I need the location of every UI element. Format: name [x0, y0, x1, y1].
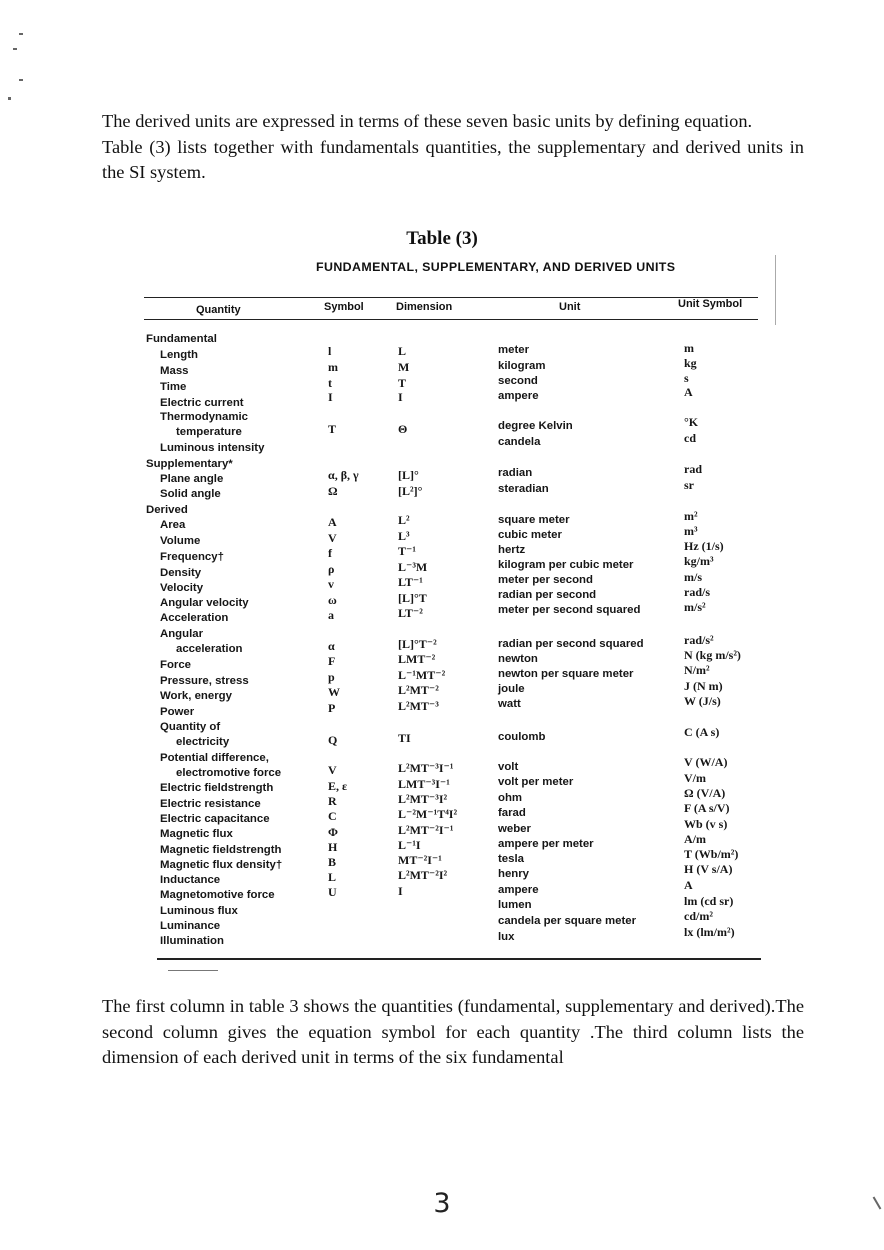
dimension-cell: [L]°T⁻²	[398, 637, 437, 651]
quantity-cell: Magnetomotive force	[160, 889, 275, 901]
unit-cell: second	[498, 375, 538, 387]
scan-mark	[13, 48, 17, 50]
unit-cell: henry	[498, 868, 530, 880]
dimension-cell: [L²]°	[398, 484, 423, 498]
unit-symbol-cell: N (kg m/s²)	[684, 648, 741, 662]
unit-cell: meter per second	[498, 574, 593, 586]
quantity-cell: Luminous flux	[160, 905, 238, 917]
intro-paragraph-2: Table (3) lists together with fundamentals quantities, the supplementary and derived units in the SI system.	[102, 136, 804, 182]
unit-symbol-cell: V (W/A)	[684, 755, 728, 769]
unit-symbol-cell: J (N m)	[684, 679, 723, 693]
quantity-cell: Area	[160, 519, 186, 531]
unit-cell: candela	[498, 436, 541, 448]
unit-symbol-cell: m	[684, 341, 694, 355]
unit-cell: ohm	[498, 792, 523, 804]
quantity-cell: Plane angle	[160, 473, 224, 485]
quantity-cell: Fundamental	[146, 333, 217, 345]
page-number: 3	[433, 1188, 451, 1219]
symbol-cell: ρ	[328, 562, 335, 576]
dimension-cell: L⁻¹I	[398, 838, 421, 852]
unit-symbol-cell: rad/s²	[684, 633, 714, 647]
symbol-cell: v	[328, 577, 334, 591]
quantity-cell: Angular velocity	[160, 597, 249, 609]
dimension-cell: L²MT⁻³I²	[398, 792, 448, 806]
quantity-cell: Volume	[160, 535, 201, 547]
unit-symbol-cell: H (V s/A)	[684, 862, 733, 876]
dimension-cell: LT⁻¹	[398, 575, 423, 589]
dimension-cell: L²MT⁻²	[398, 683, 439, 697]
symbol-cell: p	[328, 670, 335, 684]
dimension-cell: [L]°	[398, 468, 419, 482]
unit-symbol-cell: s	[684, 371, 689, 385]
unit-symbol-cell: W (J/s)	[684, 694, 721, 708]
dimension-cell: I	[398, 390, 403, 404]
quantity-cell: Density	[160, 567, 202, 579]
quantity-cell: Electric resistance	[160, 798, 261, 810]
quantity-cell: Power	[160, 706, 195, 718]
symbol-cell: C	[328, 809, 337, 823]
symbol-cell: V	[328, 531, 337, 545]
unit-cell: radian	[498, 467, 533, 479]
dimension-cell: TI	[398, 731, 411, 745]
quantity-cell: Electric fieldstrength	[160, 782, 274, 794]
unit-symbol-cell: rad	[684, 462, 702, 476]
symbol-cell: A	[328, 515, 337, 529]
quantity-cell: Supplementary*	[146, 458, 233, 470]
dimension-cell: LMT⁻³I⁻¹	[398, 777, 450, 791]
table-top-rule	[144, 297, 758, 298]
symbol-cell: Ω	[328, 484, 338, 498]
quantity-cell: Angular	[160, 628, 204, 640]
table-caption: Table (3)	[406, 228, 478, 249]
unit-cell: coulomb	[498, 731, 546, 743]
unit-cell: degree Kelvin	[498, 420, 573, 432]
symbol-cell: W	[328, 685, 340, 699]
quantity-cell: Length	[160, 349, 198, 361]
quantity-cell: Quantity of	[160, 721, 221, 733]
quantity-cell: Luminous intensity	[160, 442, 265, 454]
quantity-cell: Time	[160, 381, 187, 393]
unit-symbol-cell: °K	[684, 415, 699, 429]
unit-cell: joule	[498, 683, 525, 695]
dimension-cell: L⁻¹MT⁻²	[398, 668, 446, 682]
unit-cell: ampere per meter	[498, 838, 594, 850]
intro-text	[102, 109, 804, 186]
symbol-cell: R	[328, 794, 337, 808]
unit-symbol-cell: Ω (V/A)	[684, 786, 726, 800]
quantity-cell: acceleration	[176, 643, 243, 655]
intro-paragraph-1: The derived units are expressed in terms of these seven basic units by defining equation.	[102, 111, 753, 131]
quantity-cell: electricity	[176, 736, 230, 748]
quantity-cell: Inductance	[160, 874, 221, 886]
unit-symbol-cell: Wb (v s)	[684, 817, 728, 831]
unit-cell: weber	[498, 823, 531, 835]
unit-symbol-cell: A	[684, 878, 693, 892]
header-unit-symbol: Unit Symbol	[678, 298, 743, 310]
unit-cell: volt per meter	[498, 776, 574, 788]
unit-cell: hertz	[498, 544, 526, 556]
unit-symbol-cell: lx (lm/m²)	[684, 925, 735, 939]
dimension-cell: LMT⁻²	[398, 652, 436, 666]
unit-symbol-cell: sr	[684, 478, 694, 492]
dimension-cell: Θ	[398, 422, 408, 436]
symbol-cell: I	[328, 390, 333, 404]
symbol-cell: Q	[328, 733, 338, 747]
quantity-cell: Frequency†	[160, 551, 224, 563]
symbol-cell: a	[328, 608, 334, 622]
unit-cell: radian per second	[498, 589, 597, 601]
dimension-cell: L³	[398, 529, 410, 543]
symbol-cell: T	[328, 422, 337, 436]
quantity-cell: Solid angle	[160, 488, 221, 500]
unit-cell: lumen	[498, 899, 532, 911]
quantity-cell: Velocity	[160, 582, 204, 594]
dimension-cell: L⁻³M	[398, 560, 428, 574]
quantity-cell: Acceleration	[160, 612, 229, 624]
unit-cell: lux	[498, 931, 515, 943]
unit-symbol-cell: T (Wb/m²)	[684, 847, 739, 861]
symbol-cell: E, ε	[328, 779, 348, 793]
unit-cell: square meter	[498, 514, 570, 526]
unit-symbol-cell: kg/m³	[684, 554, 714, 568]
dimension-cell: MT⁻²I⁻¹	[398, 853, 442, 867]
symbol-cell: Φ	[328, 825, 338, 839]
quantity-cell: Electric capacitance	[160, 813, 270, 825]
symbol-cell: L	[328, 870, 337, 884]
dimension-cell: T	[398, 376, 407, 390]
unit-symbol-cell: C (A s)	[684, 725, 720, 739]
symbol-cell: U	[328, 885, 337, 899]
symbol-cell: α	[328, 639, 335, 653]
dimension-cell: LT⁻²	[398, 606, 423, 620]
symbol-cell: t	[328, 376, 332, 390]
table-header-rule	[144, 319, 758, 320]
unit-cell: radian per second squared	[498, 638, 644, 650]
unit-symbol-cell: V/m	[684, 771, 706, 785]
symbol-cell: f	[328, 546, 332, 560]
quantity-cell: Pressure, stress	[160, 675, 249, 687]
outro-paragraph-1: The first column in table 3 shows the quantities (fundamental, supplementary and derived).The second column gives the equation symbol for each quantity .The third column lists the dimension of each derived unit in terms of the six fundamental	[102, 996, 804, 1067]
symbol-cell: B	[328, 855, 337, 869]
dimension-cell: [L]°T	[398, 591, 427, 605]
dimension-cell: L	[398, 344, 407, 358]
unit-symbol-cell: N/m²	[684, 663, 710, 677]
unit-cell: farad	[498, 807, 526, 819]
quantity-cell: Magnetic flux density†	[160, 859, 283, 871]
quantity-cell: Magnetic flux	[160, 828, 233, 840]
dimension-cell: I	[398, 884, 403, 898]
unit-cell: meter	[498, 344, 530, 356]
unit-cell: watt	[498, 698, 521, 710]
unit-cell: volt	[498, 761, 519, 773]
scan-mark	[19, 33, 23, 35]
symbol-cell: F	[328, 654, 336, 668]
dimension-cell: L²MT⁻³	[398, 699, 439, 713]
dimension-cell: M	[398, 360, 410, 374]
quantity-cell: Illumination	[160, 935, 224, 947]
outro-text	[102, 994, 804, 1071]
quantity-cell: Thermodynamic	[160, 411, 248, 423]
scan-mark	[19, 79, 23, 81]
unit-symbol-cell: kg	[684, 356, 697, 370]
symbol-cell: ω	[328, 593, 337, 607]
unit-cell: ampere	[498, 884, 539, 896]
dimension-cell: L²	[398, 513, 410, 527]
unit-cell: ampere	[498, 390, 539, 402]
unit-cell: newton	[498, 653, 538, 665]
quantity-cell: Magnetic fieldstrength	[160, 844, 282, 856]
quantity-cell: Potential difference,	[160, 752, 269, 764]
unit-cell: steradian	[498, 483, 549, 495]
symbol-cell: m	[328, 360, 338, 374]
unit-cell: kilogram per cubic meter	[498, 559, 634, 571]
unit-symbol-cell: cd/m²	[684, 909, 713, 923]
quantity-cell: electromotive force	[176, 767, 282, 779]
unit-cell: newton per square meter	[498, 668, 634, 680]
unit-symbol-cell: m³	[684, 524, 698, 538]
symbol-cell: α, β, γ	[328, 468, 359, 482]
footnote-rule	[168, 970, 218, 971]
quantity-cell: Electric current	[160, 397, 244, 409]
unit-cell: tesla	[498, 853, 524, 865]
symbol-cell: l	[328, 344, 332, 358]
dimension-cell: L²MT⁻³I⁻¹	[398, 761, 454, 775]
unit-symbol-cell: A	[684, 385, 693, 399]
symbol-cell: P	[328, 701, 336, 715]
unit-symbol-cell: lm (cd sr)	[684, 894, 734, 908]
dimension-cell: L⁻²M⁻¹T⁴I²	[398, 807, 458, 821]
unit-cell: candela per square meter	[498, 915, 637, 927]
header-dimension: Dimension	[396, 301, 453, 313]
header-symbol: Symbol	[324, 301, 364, 313]
header-quantity: Quantity	[196, 304, 241, 316]
unit-symbol-cell: Hz (1/s)	[684, 539, 724, 553]
dimension-cell: L²MT⁻²I²	[398, 868, 448, 882]
dimension-cell: L²MT⁻²I⁻¹	[398, 823, 454, 837]
unit-cell: cubic meter	[498, 529, 562, 541]
quantity-cell: Force	[160, 659, 192, 671]
unit-cell: meter per second squared	[498, 604, 641, 616]
quantity-cell: temperature	[176, 426, 242, 438]
quantity-cell: Derived	[146, 504, 188, 516]
unit-symbol-cell: m/s	[684, 570, 702, 584]
unit-symbol-cell: rad/s	[684, 585, 711, 599]
unit-symbol-cell: A/m	[684, 832, 706, 846]
quantity-cell: Work, energy	[160, 690, 232, 702]
symbol-cell: H	[328, 840, 338, 854]
unit-symbol-cell: m/s²	[684, 600, 706, 614]
table-bottom-rule	[157, 958, 761, 960]
symbol-cell: V	[328, 763, 337, 777]
header-unit: Unit	[559, 301, 581, 313]
scan-mark	[8, 97, 11, 100]
quantity-cell: Luminance	[160, 920, 221, 932]
quantity-cell: Mass	[160, 365, 189, 377]
unit-symbol-cell: F (A s/V)	[684, 801, 730, 815]
scan-mark	[775, 255, 776, 325]
unit-symbol-cell: cd	[684, 431, 696, 445]
unit-symbol-cell: m²	[684, 509, 698, 523]
table-title: FUNDAMENTAL, SUPPLEMENTARY, AND DERIVED UNITS	[316, 260, 676, 274]
unit-cell: kilogram	[498, 360, 546, 372]
dimension-cell: T⁻¹	[398, 544, 416, 558]
